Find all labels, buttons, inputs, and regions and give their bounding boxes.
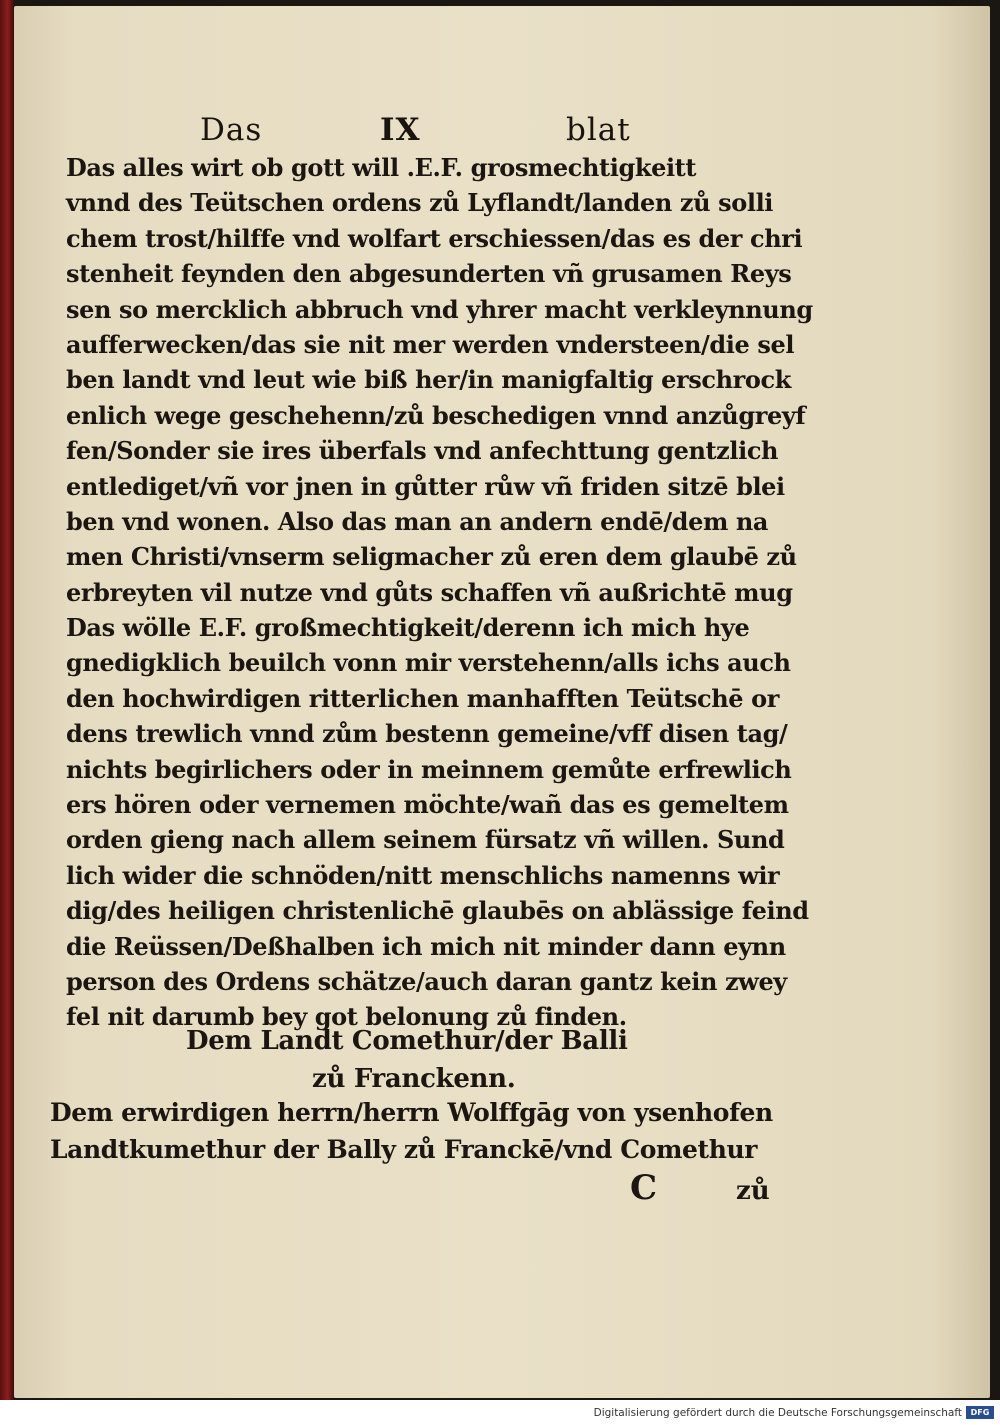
body-text — [66, 150, 813, 1035]
funding-notice: Digitalisierung gefördert durch die Deutsche Forschungsgemeinschaft — [593, 1407, 962, 1419]
address-line: Dem erwirdigen herrn/herrn Wolffgāg von ysenhofen — [50, 1098, 773, 1127]
address-block — [50, 1094, 790, 1168]
address-line: Landtkumethur der Bally zů Franckē/vnd Comethur — [50, 1135, 758, 1164]
text-line: chem trost/hilffe vnd wolfart erschiessen/das es der chri — [66, 223, 803, 253]
text-line: stenheit feynden den abgesunderten vñ grusamen Reys — [66, 259, 792, 289]
text-line: entlediget/vñ vor jnen in gůtter růw vñ friden sitzē blei — [66, 471, 785, 501]
text-line: den hochwirdigen ritterlichen manhafften Teütschē or — [66, 683, 779, 713]
text-line: fel nit darumb bey got belonung zů finden. — [66, 1002, 627, 1032]
text-line: vnnd des Teütschen ordens zů Lyflandt/landen zů solli — [66, 188, 774, 218]
text-line: person des Ordens schätze/auch daran gantz kein zwey — [66, 966, 787, 996]
text-line: dig/des heiligen christenlichē glaubēs on ablässige feind — [66, 896, 809, 926]
text-line: erbreyten vil nutze vnd gůts schaffen vñ außrichtē mug — [66, 577, 793, 607]
text-line: gnedigklich beuilch vonn mir verstehenn/alls ichs auch — [66, 648, 791, 678]
signature-mark: C — [630, 1168, 658, 1208]
text-line: lich wider die schnöden/nitt menschlichs namenns wir — [66, 860, 780, 890]
footer-bar — [0, 1400, 1000, 1425]
text-line: nichts begirlichers oder in meinnem gemůte erfrewlich — [66, 754, 792, 784]
section-heading-line-1: Dem Landt Comethur/der Balli — [186, 1026, 628, 1056]
text-line: dens trewlich vnnd zům bestenn gemeine/vff disen tag/ — [66, 719, 788, 749]
text-line: ben landt vnd leut wie biß her/in manigfaltig erschrock — [66, 365, 791, 395]
text-line: fen/Sonder sie ires überfals vnd anfechttung gentzlich — [66, 436, 779, 466]
catchword: zů — [736, 1176, 770, 1206]
section-heading-line-2: zů Franckenn. — [312, 1064, 516, 1094]
text-line: Das alles wirt ob gott will .E.F. grosmechtigkeitt — [66, 153, 697, 182]
header-right: blat — [566, 112, 631, 148]
text-line: orden gieng nach allem seinem fürsatz vñ willen. Sund — [66, 825, 785, 855]
text-line: die Reüssen/Deßhalben ich mich nit minder dann eynn — [66, 931, 786, 961]
text-line: aufferwecken/das sie nit mer werden vndersteen/die sel — [66, 329, 795, 359]
book-binding-edge — [0, 0, 14, 1400]
text-line: ers hören oder vernemen möchte/wañ das es gemeltem — [66, 790, 789, 820]
dfg-logo-icon: DFG — [966, 1406, 994, 1419]
text-line: ben vnd wonen. Also das man an andern endē/dem na — [66, 506, 769, 536]
text-line: sen so mercklich abbruch vnd yhrer macht verkleynnung — [66, 294, 813, 324]
folio-number: IX — [380, 112, 421, 148]
text-line: men Christi/vnserm seligmacher zů eren dem glaubē zů — [66, 542, 797, 572]
text-line: enlich wege geschehenn/zů beschedigen vnnd anzůgreyf — [66, 400, 806, 430]
header-left: Das — [200, 112, 263, 148]
text-line: Das wölle E.F. großmechtigkeit/derenn ich mich hye — [66, 613, 750, 643]
